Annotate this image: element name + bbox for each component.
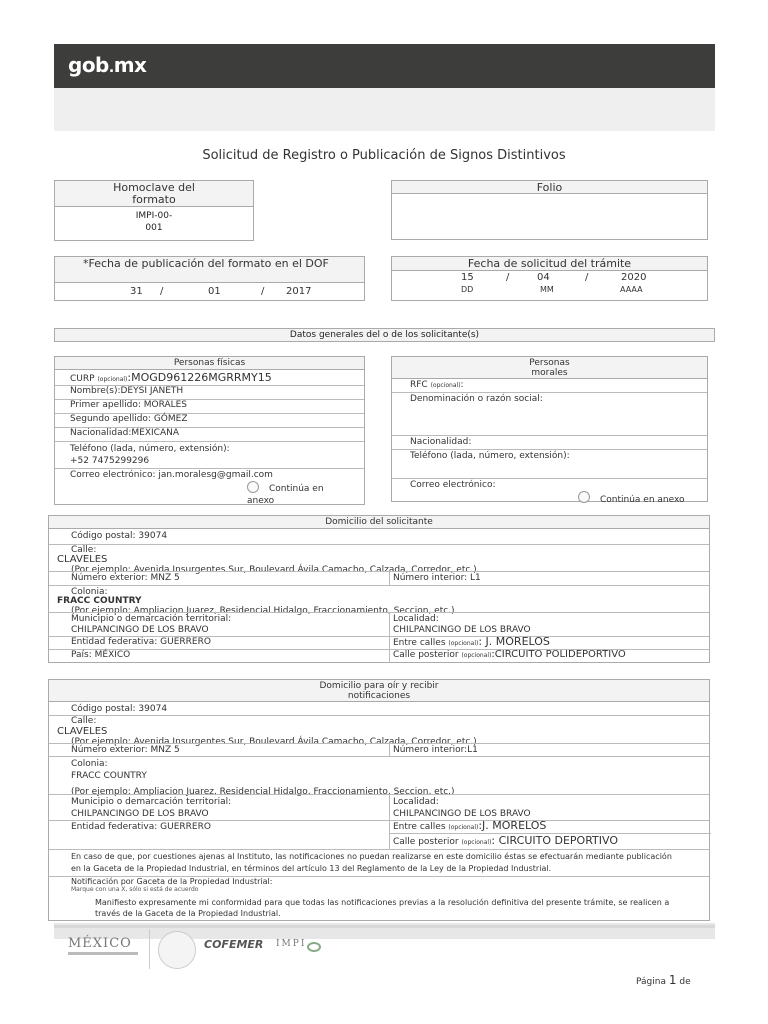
municipio-field[interactable]: Municipio o demarcación territorial: CHILPANCINGO DE LOS BRAVO — [71, 614, 232, 635]
entidad-notif-field[interactable]: Entidad federativa: GUERRERO — [71, 822, 211, 832]
codigo-postal-field[interactable]: Código postal: 39074 — [71, 531, 168, 541]
calle-field[interactable]: CLAVELES — [57, 554, 108, 565]
escudo-icon — [158, 931, 196, 969]
nombre-field[interactable]: Nombre(s):DEYSI JANETH — [70, 386, 184, 396]
datos-generales-heading: Datos generales del o de los solicitante(s) — [54, 328, 715, 342]
fecha-publicacion-year: 2017 — [286, 286, 312, 297]
page-title: Solicitud de Registro o Publicación de Signos Distintivos — [202, 148, 566, 163]
manifiesto-gaceta-checkbox[interactable]: Manifiesto expresamente mi conformidad para que todas las notificaciones previas a la resolución definitiva del presente trámite, se realicen a través de la Gaceta de la Propiedad Industrial. — [95, 898, 670, 918]
fecha-solicitud-day: 15 — [461, 272, 474, 283]
telefono-field[interactable]: Teléfono (lada, número, extensión): +52 7475299296 — [70, 444, 230, 466]
personas-morales-box: Personas morales RFC (opcional): Denominación o razón social: Nacionalidad: Teléfono (lada, número, extensión): Correo electrónico: Continúa en anexo — [391, 356, 708, 502]
aviso-notificaciones: En caso de que, por cuestiones ajenas al Instituto, las notificaciones no puedan realizarse en este domicilio éstas se efectuarán mediante publicación en la Gaceta de la Propiedad Industrial, en términos del artículo 13 del Reglamento de la Ley de la Propiedad Industrial. — [71, 852, 672, 873]
correo-field[interactable]: Correo electrónico: jan.moralesg@gmail.com — [70, 470, 273, 480]
entre-calles-notif-field[interactable]: Entre calles (opcional):J. MORELOS — [393, 819, 547, 832]
page-number: Página 1 de — [636, 973, 691, 987]
fecha-solicitud-box: Fecha de solicitud del trámite 15 / 04 / 2020 DD MM AAAA — [391, 256, 708, 301]
calle-posterior-notif-field[interactable]: Calle posterior (opcional): CIRCUITO DEPORTIVO — [393, 834, 619, 847]
telefono-moral-field[interactable]: Teléfono (lada, número, extensión): — [410, 451, 570, 461]
numero-interior-field[interactable]: Número interior: L1 — [393, 573, 481, 583]
fecha-publicacion-label: *Fecha de publicación del formato en el DOF — [55, 257, 364, 283]
gobmx-logo: gob.mx — [68, 53, 147, 77]
personas-morales-heading: Personas morales — [392, 357, 707, 379]
pais-field[interactable]: País: MÉXICO — [71, 650, 131, 660]
municipio-notif-field[interactable]: Municipio o demarcación territorial: CHILPANCINGO DE LOS BRAVO — [71, 797, 232, 819]
numero-exterior-field[interactable]: Número exterior: MNZ 5 — [71, 573, 180, 583]
localidad-notif-field[interactable]: Localidad: CHILPANCINGO DE LOS BRAVO — [393, 797, 531, 819]
folio-label: Folio — [392, 181, 707, 194]
fecha-publicacion-month: 01 — [208, 286, 221, 297]
mexico-logo: MÉXICO — [68, 936, 132, 951]
continua-anexo-radio[interactable] — [247, 481, 259, 493]
personas-fisicas-heading: Personas físicas — [55, 357, 364, 370]
fecha-solicitud-month: 04 — [537, 272, 550, 283]
calle-posterior-field[interactable]: Calle posterior (opcional):CIRCUITO POLIDEPORTIVO — [393, 649, 626, 660]
fecha-solicitud-label: Fecha de solicitud del trámite — [392, 257, 707, 271]
entre-calles-field[interactable]: Entre calles (opcional): J. MORELOS — [393, 635, 550, 648]
impi-logo: IMPI — [276, 939, 307, 949]
fecha-solicitud-year: 2020 — [621, 272, 647, 283]
header-band — [54, 88, 715, 131]
segundo-apellido-field[interactable]: Segundo apellido: GÓMEZ — [70, 414, 188, 424]
rfc-field[interactable]: RFC (opcional): — [410, 380, 464, 390]
localidad-field[interactable]: Localidad: CHILPANCINGO DE LOS BRAVO — [393, 614, 531, 635]
homoclave-box — [54, 180, 254, 241]
correo-moral-field[interactable]: Correo electrónico: — [410, 480, 496, 490]
cofemer-logo: COFEMER — [204, 938, 264, 951]
footer-logos — [54, 925, 715, 970]
impi-logo-icon — [307, 942, 321, 952]
personas-fisicas-box: Personas físicas CURP (opcional):MOGD961226MGRRMY15 Nombre(s):DEYSI JANETH Primer apellido: MORALES Segundo apellido: GÓMEZ Nacionalidad:MEXICANA Teléfono (lada, número, extensión): +52 7475299296 Correo electrónico: jan.moralesg@gmail.com Continúa en anexo — [54, 356, 365, 505]
calle-notif-field[interactable]: CLAVELES — [57, 726, 108, 737]
fecha-publicacion-day: 31 — [130, 286, 143, 297]
domicilio-solicitante-box: Domicilio del solicitante Código postal: 39074 Calle: CLAVELES (Por ejemplo: Avenida Insurgentes Sur, Boulevard Ávila Camacho, Calzada, Corredor, etc.) Número exterior: MNZ 5 Número interior: L1 Colonia: FRACC COUNTRY (Por ejemplo: Ampliacion Juarez, Residencial Hidalgo, Fraccionamiento, Seccion, etc.) Municipio o demarcación territorial: CHILPANCINGO DE LOS BRAVO Localidad: CHILPANCINGO DE LOS BRAVO Entidad federativa: GUERRERO Entre calles (opcional): J. MORELOS País: MÉXICO Calle posterior (opcional):CIRCUITO POLIDEPORTIVO — [48, 515, 710, 663]
curp-field[interactable]: CURP (opcional):MOGD961226MGRRMY15 — [70, 371, 272, 384]
mexico-logo-underline — [68, 952, 138, 955]
domicilio-solicitante-heading: Domicilio del solicitante — [49, 516, 709, 529]
colonia-field[interactable]: FRACC COUNTRY — [57, 596, 142, 606]
entidad-field[interactable]: Entidad federativa: GUERRERO — [71, 637, 211, 647]
colonia-notif-field[interactable]: Colonia: FRACC COUNTRY — [71, 759, 147, 781]
codigo-postal-notif-field[interactable]: Código postal: 39074 — [71, 704, 168, 714]
numero-exterior-notif-field[interactable]: Número exterior: MNZ 5 — [71, 745, 180, 755]
nacionalidad-field[interactable]: Nacionalidad:MEXICANA — [70, 428, 179, 438]
fecha-publicacion-box: *Fecha de publicación del formato en el DOF 31 / 01 / 2017 — [54, 256, 365, 301]
homoclave-value: IMPI-00- 001 — [135, 211, 173, 233]
domicilio-notificaciones-heading: Domicilio para oír y recibir notificaciones — [49, 680, 709, 702]
numero-interior-notif-field[interactable]: Número interior:L1 — [393, 745, 478, 755]
radio-icon[interactable] — [247, 481, 259, 493]
domicilio-notificaciones-box: Domicilio para oír y recibir notificaciones Código postal: 39074 Calle: CLAVELES (Por ejemplo: Avenida Insurgentes Sur, Boulevard Ávila Camacho, Calzada, Corredor, etc.) Número exterior: MNZ 5 Número interior:L1 Colonia: FRACC COUNTRY (Por ejemplo: Ampliacion Juarez, Residencial Hidalgo, Fraccionamiento, Seccion, etc.) Municipio o demarcación territorial: CHILPANCINGO DE LOS BRAVO Localidad: CHILPANCINGO DE LOS BRAVO Entidad federativa: GUERRERO Entre calles (opcional):J. MORELOS Calle posterior (opcional): CIRCUITO DEPORTIVO En caso de que, por cuestiones ajenas al Instituto, las notificaciones no puedan realizarse en este domicilio éstas se efectuarán mediante publicación en la Gaceta de la Propiedad Industrial, en términos del artículo 13 del Reglamento de la Ley de la Propiedad Industrial. Notificación por Gaceta de la Propiedad Industrial: Marque con una X, sólo si está de acuerdo Manifiesto expresamente mi conformidad para que todas las notificaciones previas a la resolución definitiva del presente trámite, se realicen a través de la Gaceta de la Propiedad Industrial. — [48, 679, 710, 921]
gobmx-header — [54, 44, 715, 88]
primer-apellido-field[interactable]: Primer apellido: MORALES — [70, 400, 188, 410]
radio-icon[interactable] — [578, 491, 590, 503]
folio-box — [391, 180, 708, 240]
homoclave-label: Homoclave del formato — [55, 181, 253, 207]
nacionalidad-moral-field[interactable]: Nacionalidad: — [410, 437, 472, 447]
continua-anexo-moral-radio[interactable] — [578, 491, 590, 503]
denominacion-field[interactable]: Denominación o razón social: — [410, 394, 543, 404]
